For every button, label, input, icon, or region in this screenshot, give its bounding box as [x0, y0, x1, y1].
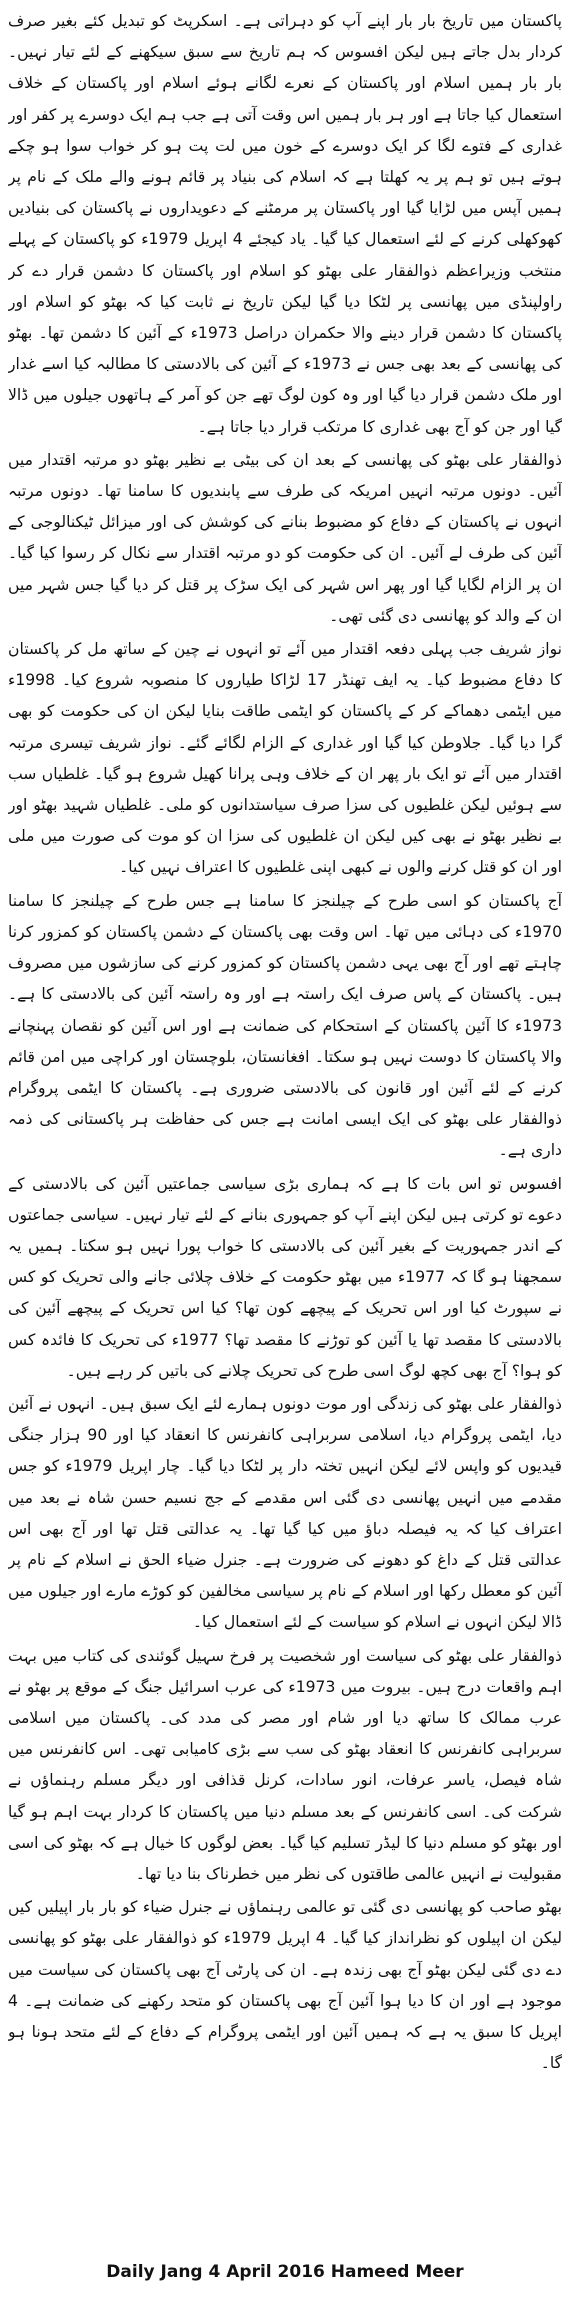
article-paragraph: آج پاکستان کو اسی طرح کے چیلنجز کا سامنا ہے جس طرح کے چیلنجز کا سامنا 1970ء کی دہائی میں تھا۔ اس وقت بھی پاکستان کے دشمن پاکستان کو کمزور کرنا چاہتے تھے اور آج بھی یہی دشمن پاکستان کو کمزور کرنے کی سازشوں میں مصروف ہیں۔ پاکستان کے پاس صرف ایک راستہ ہے اور وہ راستہ آئین کی بالادستی کا ہے۔ 1973ء کا آئین پاکستان کے استحکام کی ضمانت ہے اور اس آئین کو نقصان پہنچانے والا پاکستان کا دوست نہیں ہو سکتا۔ افغانستان، بلوچستان اور کراچی میں امن قائم کرنے کے لئے آئین اور قانون کی بالادستی ضروری ہے۔ پاکستان کا ایٹمی پروگرام ذوالفقار علی بھٹو کی ایک ایسی امانت ہے جس کی حفاظت ہر پاکستانی کی ذمہ داری ہے۔: [8, 891, 562, 1160]
article-paragraph: بھٹو صاحب کو پھانسی دی گئی تو عالمی رہنماؤں نے جنرل ضیاء کو بار بار اپیلیں کیں لیکن ان اپیلوں کو نظرانداز کیا گیا۔ 4 اپریل 1979ء کو ذوالفقار علی بھٹو کو پھانسی دے دی گئی لیکن بھٹو آج بھی زندہ ہے۔ ان کی پارٹی آج بھی پاکستان کی سیاست میں موجود ہے اور ان کا دیا ہوا آئین آج بھی پاکستان کو متحد رکھنے کی ضمانت ہے۔ 4 اپریل کا سبق یہ ہے کہ ہمیں آئین اور ایٹمی پروگرام کے دفاع کے لئے متحد ہونا ہو گا۔: [8, 1898, 562, 2073]
article-paragraph: ذوالفقار علی بھٹو کی زندگی اور موت دونوں ہمارے لئے ایک سبق ہیں۔ انہوں نے آئین دیا، ایٹمی پروگرام دیا، اسلامی سربراہی کانفرنس کا انعقاد کیا اور 90 ہزار جنگی قیدیوں کو واپس لائے لیکن انہیں تختہ دار پر لٹکا دیا گیا۔ چار اپریل 1979ء کو جس مقدمے میں انہیں پھانسی دی گئی اس مقدمے کے جج نسیم حسن شاہ نے بعد میں اعتراف کیا کہ یہ فیصلہ دباؤ میں کیا گیا تھا۔ یہ عدالتی قتل تھا اور آج بھی اس عدالتی قتل کے داغ کو دھونے کی ضرورت ہے۔ جنرل ضیاء الحق نے اسلام کے نام پر آئین کو معطل رکھا اور اسلام کے نام پر سیاسی مخالفین کو کوڑے مارے اور جیلوں میں ڈالا لیکن انہوں نے اسلام کو سیاست کے لئے استعمال کیا۔: [8, 1394, 562, 1632]
column-article-body: [8, 6, 562, 2254]
source-caption: Daily Jang 4 April 2016 Hameed Meer: [106, 2262, 464, 2282]
article-paragraph: ذوالفقار علی بھٹو کی پھانسی کے بعد ان کی بیٹی بے نظیر بھٹو دو مرتبہ اقتدار میں آئیں۔ دونوں مرتبہ انہیں امریکہ کی طرف سے پابندیوں کا سامنا تھا۔ دونوں مرتبہ انہوں نے پاکستان کے دفاع کو مضبوط بنانے کی کوشش کی اور میزائل ٹیکنالوجی کے آئین کی طرف لے آئیں۔ ان کی حکومت کو دو مرتبہ اقتدار سے نکال کر رسوا کیا گیا۔ ان پر الزام لگایا گیا اور پھر اس شہر کی ایک سڑک پر قتل کر دیا گیا جس شہر میں ان کے والد کو پھانسی دی گئی تھی۔: [8, 450, 562, 625]
article-paragraph: پاکستان میں تاریخ بار بار اپنے آپ کو دہراتی ہے۔ اسکرپٹ کو تبدیل کئے بغیر صرف کردار بدل جاتے ہیں لیکن افسوس کہ ہم تاریخ سے سبق سیکھنے کے لئے تیار نہیں۔ بار بار ہمیں اسلام اور پاکستان کے نعرے لگانے ہوئے اسلام اور پاکستان کے خلاف استعمال کیا جاتا ہے اور ہر بار ہمیں اس وقت آتی ہے جب ہم ایک دوسرے پر کفر اور غداری کے فتوے لگا کر ایک دوسرے کے خون میں لت پت ہو کر خواب سوا ہو چکے ہوتے ہیں تو ہم پر یہ کھلتا ہے کہ اسلام کی بنیاد پر قائم ہونے والے ملک کے نام پر ہمیں آپس میں لڑایا گیا اور پاکستان پر مرمٹنے کے دعویداروں نے پاکستان کی بنیادیں کھوکھلی کرنے کے لئے استعمال کیا گیا۔ یاد کیجئے 4 اپریل 1979ء کو پاکستان کے پہلے منتخب وزیراعظم ذوالفقار علی بھٹو کو اسلام اور پاکستان کا دشمن قرار دے کر راولپنڈی میں پھانسی پر لٹکا دیا گیا لیکن تاریخ نے ثابت کیا کہ بھٹو کو اسلام اور پاکستان کا دشمن قرار دینے والا حکمران دراصل 1973ء کے آئین کا دشمن تھا۔ بھٹو کی پھانسی کے بعد بھی جس نے 1973ء کے آئین کی بالادستی کا مطالبہ کیا اسے غدار اور ملک دشمن قرار دیا گیا اور وہ کون لوگ تھے جن کو آمر کے ہاتھوں جیلوں میں ڈالا گیا اور جن کو آج بھی غداری کا مرتکب قرار دیا جاتا ہے۔: [8, 12, 562, 436]
article-paragraph: ذوالفقار علی بھٹو کی سیاست اور شخصیت پر فرخ سہیل گوئندی کی کتاب میں بہت اہم واقعات درج ہیں۔ بیروت میں 1973ء کی عرب اسرائیل جنگ کے موقع پر بھٹو نے عرب ممالک کا ساتھ دیا اور شام اور مصر کی مدد کی۔ پاکستان میں اسلامی سربراہی کانفرنس کا انعقاد بھٹو کی سب سے بڑی کامیابی تھی۔ اس کانفرنس میں شاہ فیصل، یاسر عرفات، انور سادات، کرنل قذافی اور دیگر مسلم رہنماؤں نے شرکت کی۔ اسی کانفرنس کے بعد مسلم دنیا میں پاکستان کا کردار بہت اہم ہو گیا اور بھٹو کو مسلم دنیا کا لیڈر تسلیم کیا گیا۔ بعض لوگوں کا خیال ہے کہ بھٹو کی اسی مقبولیت نے انہیں عالمی طاقتوں کی نظر میں خطرناک بنا دیا تھا۔: [8, 1646, 562, 1883]
article-paragraph: نواز شریف جب پہلی دفعہ اقتدار میں آئے تو انہوں نے چین کے ساتھ مل کر پاکستان کا دفاع مضبوط کیا۔ یہ ایف تھنڈر 17 لڑاکا طیاروں کا منصوبہ شروع کیا۔ 1998ء میں ایٹمی دھماکے کر کے پاکستان کو ایٹمی طاقت بنایا لیکن ان کی حکومت کو بھی گرا دیا گیا۔ جلاوطن کیا گیا اور غداری کے الزام لگائے گئے۔ نواز شریف تیسری مرتبہ اقتدار میں آئے تو ایک بار پھر ان کے خلاف وہی پرانا کھیل شروع ہو گیا۔ غلطیاں سب سے ہوئیں لیکن غلطیوں کی سزا صرف سیاستدانوں کو ملی۔ غلطیاں شہید بھٹو اور بے نظیر بھٹو نے بھی کیں لیکن ان غلطیوں کی سزا ان کو موت کی صورت میں ملی اور ان کو قتل کرنے والوں نے کبھی اپنی غلطیوں کا اعتراف نہیں کیا۔: [8, 640, 562, 877]
article-paragraph: افسوس تو اس بات کا ہے کہ ہماری بڑی سیاسی جماعتیں آئین کی بالادستی کے دعوے تو کرتی ہیں لیکن اپنے آپ کو جمہوری بنانے کے لئے تیار نہیں۔ سیاسی جماعتوں کے اندر جمہوریت کے بغیر آئین کی بالادستی کا خواب پورا نہیں ہو سکتا۔ ہمیں یہ سمجھنا ہو گا کہ 1977ء میں بھٹو حکومت کے خلاف چلائی جانے والی تحریک کو کس نے سپورٹ کیا اور اس تحریک کے پیچھے کون تھا؟ کیا اس تحریک کے پیچھے آئین کی بالادستی کا مقصد تھا یا آئین کو توڑنے کا مقصد تھا؟ 1977ء کی تحریک کا فائدہ کس کو ہوا؟ آج بھی کچھ لوگ اسی طرح کی تحریک چلانے کی باتیں کر رہے ہیں۔: [8, 1174, 562, 1380]
